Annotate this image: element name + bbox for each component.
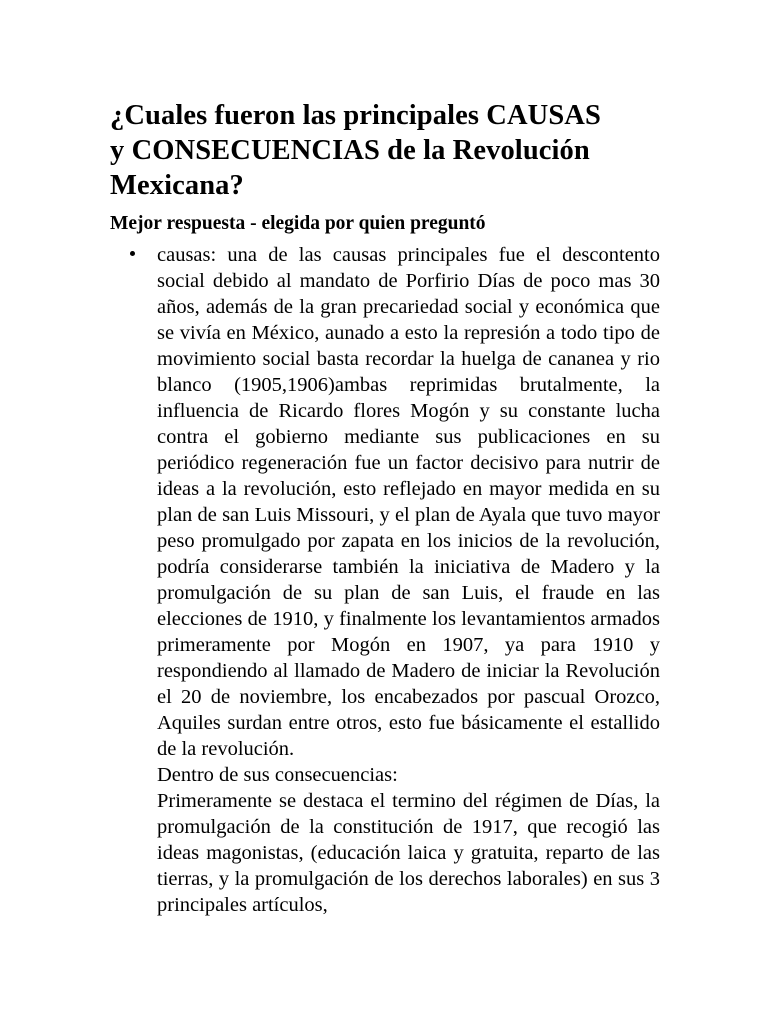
question-title-line-3: Mexicana? xyxy=(110,170,244,201)
question-title-line-1: ¿Cuales fueron las principales CAUSAS xyxy=(110,100,601,131)
bullet-icon xyxy=(130,251,135,256)
answer-list xyxy=(110,242,660,918)
question-title-line-2: y CONSECUENCIAS de la Revolución xyxy=(110,135,590,166)
answer-list-item xyxy=(110,242,660,918)
consequences-heading: Dentro de sus consecuencias: xyxy=(157,764,398,786)
best-answer-heading: Mejor respuesta - elegida por quien preguntó xyxy=(110,213,486,234)
question-title xyxy=(110,98,660,203)
document-page xyxy=(110,98,660,918)
causes-paragraph: causas: una de las causas principales fue el descontento social debido al mandato de Porfirio Días de poco mas 30 años, además de la gran precariedad social y económica que se vivía en México, aunado a esto la represión a todo tipo de movimiento social basta recordar la huelga de cananea y rio blanco (1905,1906)ambas reprimidas brutalmente, la influencia de Ricardo flores Mogón y su constante lucha contra el gobierno mediante sus publicaciones en su periódico regeneración fue un factor decisivo para nutrir de ideas a la revolución, esto reflejado en mayor medida en su plan de san Luis Missouri, y el plan de Ayala que tuvo mayor peso promulgado por zapata en los inicios de la revolución, podría considerarse también la iniciativa de Madero y la promulgación de su plan de san Luis, el fraude en las elecciones de 1910, y finalmente los levantamientos armados primeramente por Mogón en 1907, ya para 1910 y respondiendo al llamado de Madero de iniciar la Revolución el 20 de noviembre, los encabezados por pascual Orozco, Aquiles surdan entre otros, esto fue básicamente el estallido de la revolución. xyxy=(157,244,660,760)
consequences-paragraph: Primeramente se destaca el termino del régimen de Días, la promulgación de la constitución de 1917, que recogió las ideas magonistas, (educación laica y gratuita, reparto de las tierras, y la promulgación de los derechos laborales) en sus 3 principales artículos, xyxy=(157,790,660,916)
